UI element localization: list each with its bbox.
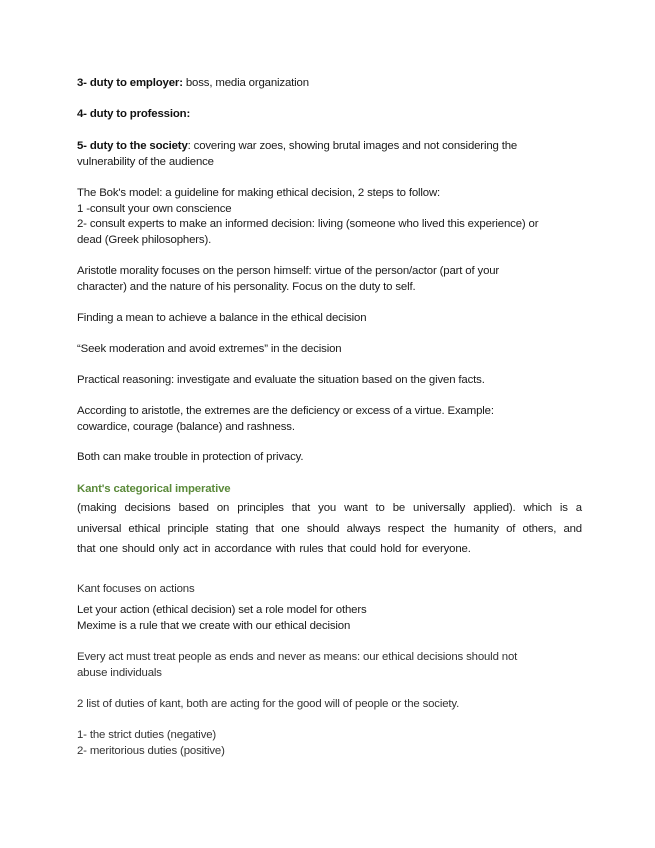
duty-to-society <box>77 139 582 170</box>
duty-to-society-text: : covering war zoes, showing brutal images and not considering the <box>187 140 518 152</box>
list-of-duties: 2 list of duties of kant, both are acting for the good will of people or the society. <box>77 698 460 710</box>
role-model <box>77 603 582 634</box>
boks-model-line3: 2- consult experts to make an informed decision: living (someone who lived this experience) or <box>77 218 539 230</box>
boks-model <box>77 186 582 248</box>
finding-mean: Finding a mean to achieve a balance in the ethical decision <box>77 312 367 324</box>
aristotle-extremes-line1: According to aristotle, the extremes are the deficiency or excess of a virtue. Example: <box>77 405 494 417</box>
document-page <box>77 0 582 848</box>
kant-focuses: Kant focuses on actions <box>77 583 195 595</box>
boks-model-line1: The Bok's model: a guideline for making ethical decision, 2 steps to follow: <box>77 187 441 199</box>
aristotle-extremes <box>77 404 582 435</box>
aristotle-morality-line2: character) and the nature of his personality. Focus on the duty to self. <box>77 280 416 293</box>
ends-not-means <box>77 650 582 681</box>
duty-to-society-line2: vulnerability of the audience <box>77 155 214 168</box>
kant-paragraph-line2: universal ethical principle stating that one should always respect the humanity of others, and <box>77 522 582 535</box>
practical-reasoning: Practical reasoning: investigate and evaluate the situation based on the given facts. <box>77 374 485 386</box>
ends-not-means-line1: Every act must treat people as ends and never as means: our ethical decisions should not <box>77 651 518 663</box>
duty-to-society-label: 5- duty to the society <box>77 140 188 152</box>
role-model-line1: Let your action (ethical decision) set a role model for others <box>77 604 367 616</box>
duty-to-profession <box>77 107 582 123</box>
ends-not-means-line2: abuse individuals <box>77 666 162 679</box>
kant-paragraph-line3: that one should only act in accordance with rules that could hold for everyone. <box>77 543 471 555</box>
duty-to-employer <box>77 76 582 92</box>
duty-to-employer-label: 3- duty to employer: <box>77 77 183 89</box>
duty-to-profession-label: 4- duty to profession: <box>77 108 191 120</box>
kant-heading: Kant's categorical imperative <box>77 483 231 495</box>
role-model-line2: Mexime is a rule that we create with our ethical decision <box>77 619 351 632</box>
duty-to-employer-text: boss, media organization <box>182 77 309 89</box>
protection-of-privacy: Both can make trouble in protection of privacy. <box>77 451 304 463</box>
kant-paragraph <box>77 498 582 560</box>
seek-moderation: “Seek moderation and avoid extremes” in the decision <box>77 343 342 355</box>
meritorious-duties: 2- meritorious duties (positive) <box>77 744 225 757</box>
boks-model-line4: dead (Greek philosophers). <box>77 233 212 246</box>
aristotle-morality-line1: Aristotle morality focuses on the person himself: virtue of the person/actor (part of your <box>77 265 500 277</box>
aristotle-extremes-line2: cowardice, courage (balance) and rashness. <box>77 420 295 433</box>
duties-list <box>77 728 582 759</box>
kant-paragraph-line1: (making decisions based on principles that you want to be universally applied). which is a <box>77 502 582 514</box>
boks-model-line2: 1 -consult your own conscience <box>77 202 232 215</box>
aristotle-morality <box>77 264 582 295</box>
strict-duties: 1- the strict duties (negative) <box>77 729 217 741</box>
